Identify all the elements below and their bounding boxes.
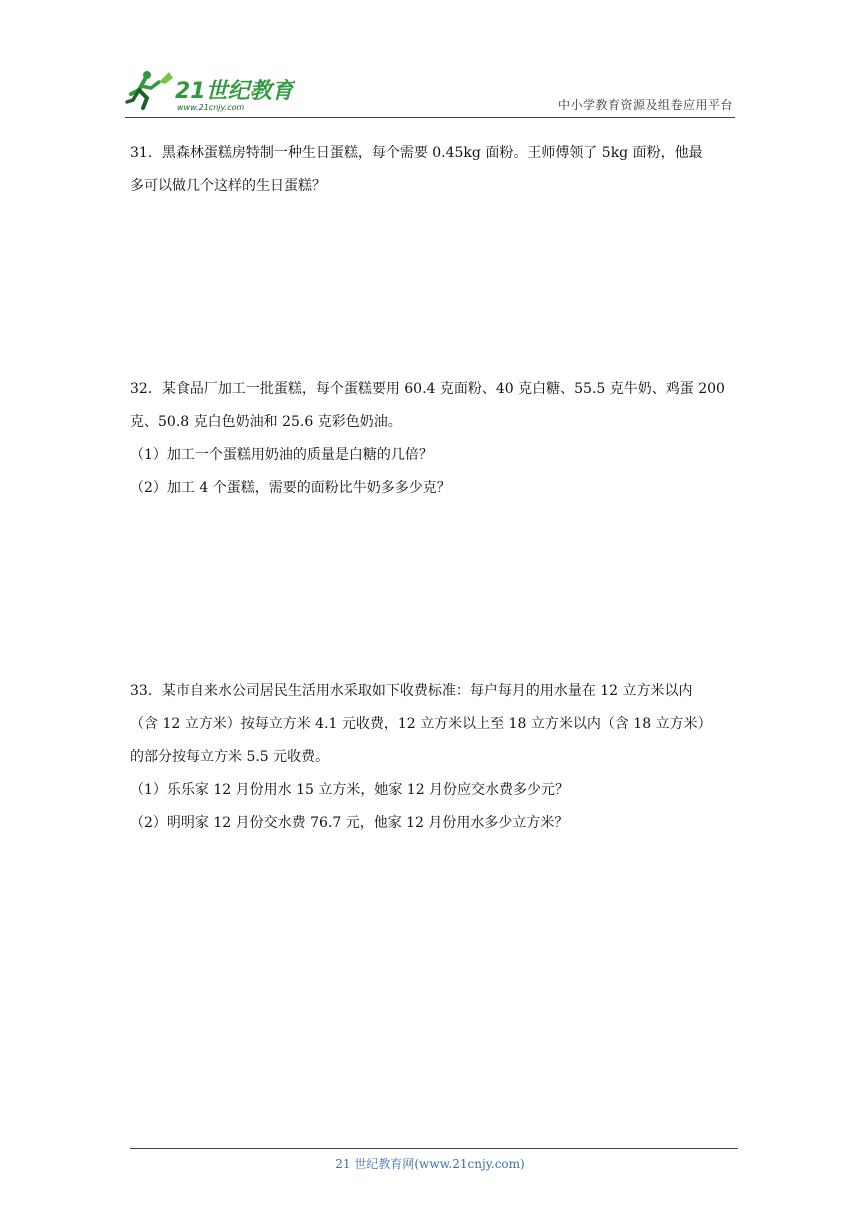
site-logo: [125, 68, 295, 114]
footer-link[interactable]: 21 世纪教育网(www.21cnjy.com): [335, 1157, 525, 1171]
question-text-line: 31．黑森林蛋糕房特制一种生日蛋糕，每个需要 0.45kg 面粉。王师傅领了 5kg 面粉，他最: [130, 145, 703, 161]
subquestion-2: （2）明明家 12 月份交水费 76.7 元，他家 12 月份用水多少立方米？: [130, 815, 569, 831]
svg-text:21世纪教育: 21世纪教育: [175, 79, 294, 104]
question-31: [130, 137, 730, 203]
runner-icon: [127, 71, 173, 108]
subquestion-1: （1）加工一个蛋糕用奶油的质量是白糖的几倍？: [130, 447, 433, 463]
footer-divider: [130, 1148, 738, 1149]
question-text-line: 的部分按每立方米 5.5 元收费。: [130, 749, 330, 765]
page-header: [125, 68, 735, 118]
question-text-line: 33．某市自来水公司居民生活用水采取如下收费标准：每户每月的用水量在 12 立方米以内: [130, 683, 693, 699]
header-divider: [125, 117, 735, 118]
question-text-line: 克、50.8 克白色奶油和 25.6 克彩色奶油。: [130, 414, 402, 430]
question-text-line: 多可以做几个这样的生日蛋糕？: [130, 178, 326, 194]
subquestion-1: （1）乐乐家 12 月份用水 15 立方米，她家 12 月份应交水费多少元？: [130, 782, 570, 798]
subquestion-2: （2）加工 4 个蛋糕，需要的面粉比牛奶多多少克？: [130, 480, 451, 496]
question-text-line: （含 12 立方米）按每立方米 4.1 元收费，12 立方米以上至 18 立方米以内（含 18 立方米）: [130, 716, 712, 732]
platform-tagline: 中小学教育资源及组卷应用平台: [557, 98, 733, 112]
svg-text:www.21cnjy.com: www.21cnjy.com: [177, 103, 245, 112]
question-32: [130, 373, 730, 505]
question-33: [130, 675, 730, 840]
question-text-line: 32．某食品厂加工一批蛋糕，每个蛋糕要用 60.4 克面粉、40 克白糖、55.5 克牛奶、鸡蛋 200: [130, 381, 725, 397]
